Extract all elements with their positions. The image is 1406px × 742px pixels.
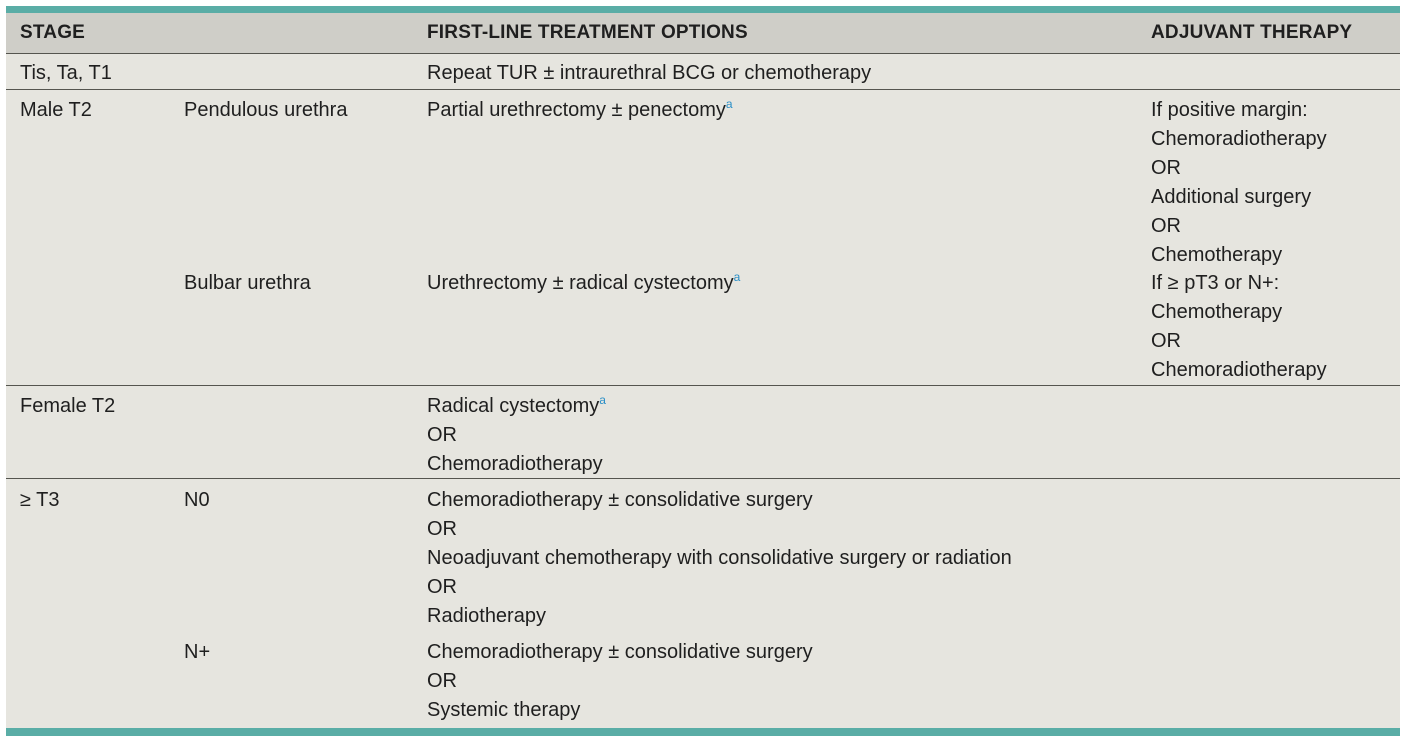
sub-nplus: N+ bbox=[184, 641, 211, 663]
row-divider bbox=[6, 89, 1400, 90]
first-line-pendulous: Partial urethrectomy ± penectomy$^a$ bbox=[427, 97, 733, 121]
stage-female-t2: Female T2 bbox=[20, 395, 116, 417]
first-line-tis: Repeat TUR ± intraurethral BCG or chemotherapy bbox=[427, 62, 872, 84]
sub-pendulous-urethra: Pendulous urethra bbox=[184, 99, 348, 121]
sub-n0: N0 bbox=[184, 489, 210, 511]
footnote-marker: a bbox=[599, 393, 606, 407]
stage-male-t2: Male T2 bbox=[20, 99, 92, 121]
adjuvant-bulbar: If ≥ pT3 or N+: Chemotherapy OR Chemoradiotherapy bbox=[1151, 272, 1327, 381]
stage-t3: ≥ T3 bbox=[20, 489, 60, 511]
first-line-n0: Chemoradiotherapy ± consolidative surgery OR Neoadjuvant chemotherapy with consolidative surgery or radiation OR Radiotherapy bbox=[427, 489, 1012, 627]
treatment-table bbox=[6, 6, 1400, 736]
header-stage: STAGE bbox=[20, 22, 86, 43]
first-line-female-t2: Radical cystectomy$^a$ OR Chemoradiotherapy bbox=[427, 393, 606, 475]
adjuvant-pendulous: If positive margin: Chemoradiotherapy OR Additional surgery OR Chemotherapy bbox=[1151, 99, 1327, 266]
stage-tis: Tis, Ta, T1 bbox=[20, 62, 112, 84]
header-adjuvant: ADJUVANT THERAPY bbox=[1151, 22, 1353, 43]
footnote-marker: a bbox=[725, 97, 733, 111]
footnote-marker: a bbox=[733, 270, 741, 284]
row-divider bbox=[6, 478, 1400, 479]
row-divider bbox=[6, 385, 1400, 386]
header-first-line: FIRST-LINE TREATMENT OPTIONS bbox=[427, 22, 748, 43]
sub-bulbar-urethra: Bulbar urethra bbox=[184, 272, 311, 294]
table-header bbox=[6, 13, 1400, 54]
first-line-bulbar: Urethrectomy ± radical cystectomy$^a$ bbox=[427, 270, 741, 294]
first-line-nplus: Chemoradiotherapy ± consolidative surgery OR Systemic therapy bbox=[427, 641, 813, 721]
